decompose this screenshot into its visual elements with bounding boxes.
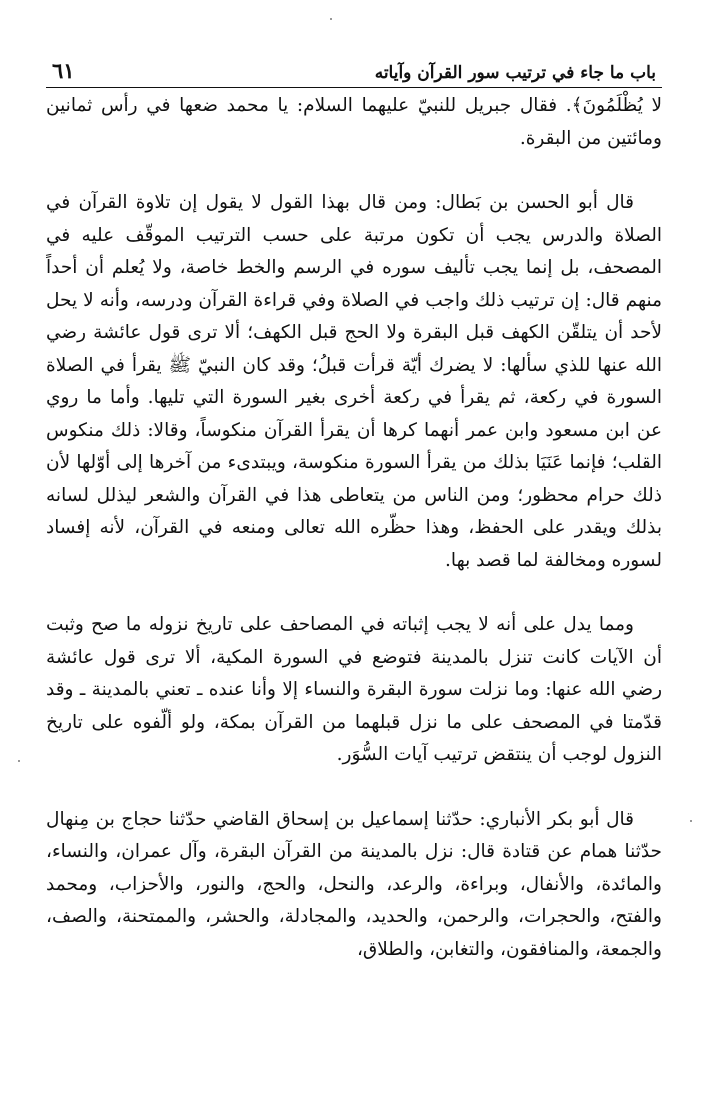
- paragraph-ibn-battal: قال أبو الحسن بن بَطال: ومن قال بهذا القول لا يقول إن تلاوة القرآن في الصلاة والدرس يجب أن تكون مرتبة على حسب الترتيب الموقّف عليه في المصحف، بل إنما يجب تأليف سوره في الرسم والخط خاصة، ولا يُعلم أن أحداً منهم قال: إن ترتيب ذلك واجب في الصلاة وفي قراءة القرآن ودرسه، وأنه لا يحل لأحد أن يتلقّن الكهف قبل البقرة ولا الحج قبل الكهف؛ ألا ترى قول عائشة رضي الله عنها للذي سألها: لا يضرك أيّة قرأت قبلُ؛ وقد كان النبيّ ﷺ يقرأ في الصلاة السورة في ركعة، ثم يقرأ في ركعة أخرى بغير السورة التي تليها. وأما ما روي عن ابن مسعود وابن عمر أنهما كرها أن يقرأ القرآن منكوساً، وقالا: ذلك منكوس القلب؛ فإنما عَنَيَا بذلك من يقرأ السورة منكوسة، ويبتدىء من آخرها إلى أوّلها لأن ذلك حرام محظور؛ ومن الناس من يتعاطى هذا في القرآن والشعر ليذلل لسانه بذلك ويقدر على الحفظ، وهذا حظّره الله تعالى ومنعه في القرآن، لأنه إفساد لسوره ومخالفة لما قصد بها.: [46, 192, 662, 571]
- body-text: [46, 90, 662, 966]
- paragraph-continuation: لا يُظْلَمُونَ﴾. فقال جبريل للنبيّ عليهما السلام: يا محمد ضعها في رأس ثمانين ومائتين من البقرة.: [46, 95, 662, 149]
- page-header: [46, 58, 662, 88]
- scan-speck: [690, 820, 692, 822]
- running-title: باب ما جاء في ترتيب سور القرآن وآياته: [374, 63, 656, 83]
- paragraph-revelation-order: ومما يدل على أنه لا يجب إثباته في المصاحف على تاريخ نزوله ما صح وثبت أن الآيات كانت تنزل بالمدينة فتوضع في السورة المكية، ألا ترى قول عائشة رضي الله عنها: وما نزلت سورة البقرة والنساء إلا وأنا عنده ـ تعني بالمدينة ـ وقد قدّمتا في المصحف على ما نزل قبلهما من القرآن بمكة، ولو ألّفوه على تاريخ النزول لوجب أن ينتقض ترتيب آيات السُّوَر.: [46, 614, 662, 765]
- scan-speck: [18, 760, 20, 762]
- scan-speck: [330, 18, 332, 20]
- page-number: ٦١: [52, 58, 75, 83]
- paragraph-al-anbari: قال أبو بكر الأنباري: حدّثنا إسماعيل بن إسحاق القاضي حدّثنا حجاج بن مِنهال حدّثنا همام عن قتادة قال: نزل بالمدينة من القرآن البقرة، وآل عمران، والنساء، والمائدة، والأنفال، وبراءة، والرعد، والنحل، والحج، والنور، والأحزاب، ومحمد والفتح، والحجرات، والرحمن، والحديد، والمجادلة، والحشر، والممتحنة، والصف، والجمعة، والمنافقون، والتغابن، والطلاق،: [46, 808, 662, 960]
